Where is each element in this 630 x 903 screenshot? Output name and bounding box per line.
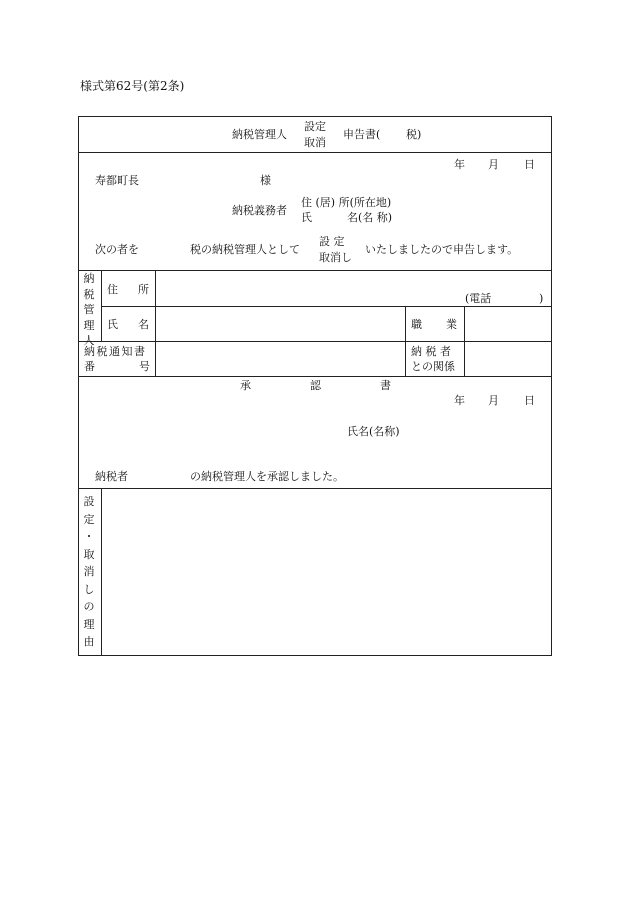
reason-side-label: 設 定 ・ 取 消 し の 理 由: [83, 495, 95, 648]
rule-address-bottom: [101, 306, 552, 307]
notice-number-label-line1: 納税通知書: [84, 345, 147, 358]
rule-reason-side: [101, 488, 102, 656]
agent-address-label-b: 所: [138, 283, 149, 296]
statement-start: 次の者を: [95, 243, 139, 256]
rule-agent-side: [101, 270, 102, 341]
taxpayer-label: 納税義務者: [232, 204, 287, 217]
approval-day: 日: [524, 394, 535, 407]
agent-phone-open: (電話: [465, 292, 492, 305]
rule-mid-col-right: [464, 306, 465, 376]
agent-name-label-a: 氏: [107, 318, 118, 331]
title-option-setting: 設定: [304, 120, 326, 133]
statement-option-setting: 設 定: [319, 235, 345, 248]
rule-agent-bottom: [78, 341, 552, 342]
approval-taxpayer: 納税者: [95, 470, 128, 483]
agent-name-label-b: 名: [138, 318, 149, 331]
rule-title-bottom: [78, 152, 552, 153]
taxpayer-address-label: 住 (居) 所(所在地): [301, 196, 392, 209]
statement-end: いたしましたので申告します。: [365, 243, 519, 256]
relation-label-line1: 納 税 者: [411, 345, 451, 358]
notice-number-label-line2a: 番: [84, 360, 95, 373]
approval-month: 月: [488, 394, 499, 407]
rule-label-col: [155, 270, 156, 376]
addressee: 寿都町長: [95, 174, 139, 187]
relation-label-line2: との関係: [411, 360, 455, 373]
title-suffix: 申告書(: [343, 128, 381, 141]
approval-heading-2: 認: [310, 379, 321, 392]
agent-occupation-label-a: 職: [411, 318, 422, 331]
agent-phone-close: ): [539, 292, 544, 305]
taxpayer-name-label-b: 名(名 称): [347, 211, 393, 224]
approval-heading-3: 書: [380, 379, 391, 392]
statement-option-cancel: 取消し: [319, 251, 352, 264]
title-option-cancel: 取消: [304, 136, 326, 149]
title-prefix: 納税管理人: [232, 128, 287, 141]
addressee-sama: 様: [260, 174, 271, 187]
rule-notice-bottom: [78, 376, 552, 377]
agent-occupation-label-b: 業: [446, 318, 457, 331]
rule-approval-bottom: [78, 488, 552, 489]
header-month: 月: [488, 158, 499, 171]
agent-side-label: 納 税 管 理 人: [83, 272, 95, 347]
rule-mid-col-left: [405, 306, 406, 376]
approval-heading-1: 承: [240, 379, 251, 392]
agent-address-label-a: 住: [107, 283, 118, 296]
approval-name-label: 氏名(名称): [347, 425, 400, 438]
form-number-label: 様式第62号(第2条): [80, 79, 185, 93]
notice-number-label-line2b: 号: [139, 360, 150, 373]
header-year: 年: [454, 158, 465, 171]
approval-statement: の納税管理人を承認しました。: [190, 470, 344, 483]
taxpayer-name-label-a: 氏: [301, 211, 312, 224]
statement-middle: 税の納税管理人として: [190, 243, 300, 256]
header-day: 日: [524, 158, 535, 171]
rule-header-bottom: [78, 270, 552, 271]
approval-year: 年: [454, 394, 465, 407]
title-tax: 税): [406, 128, 422, 141]
